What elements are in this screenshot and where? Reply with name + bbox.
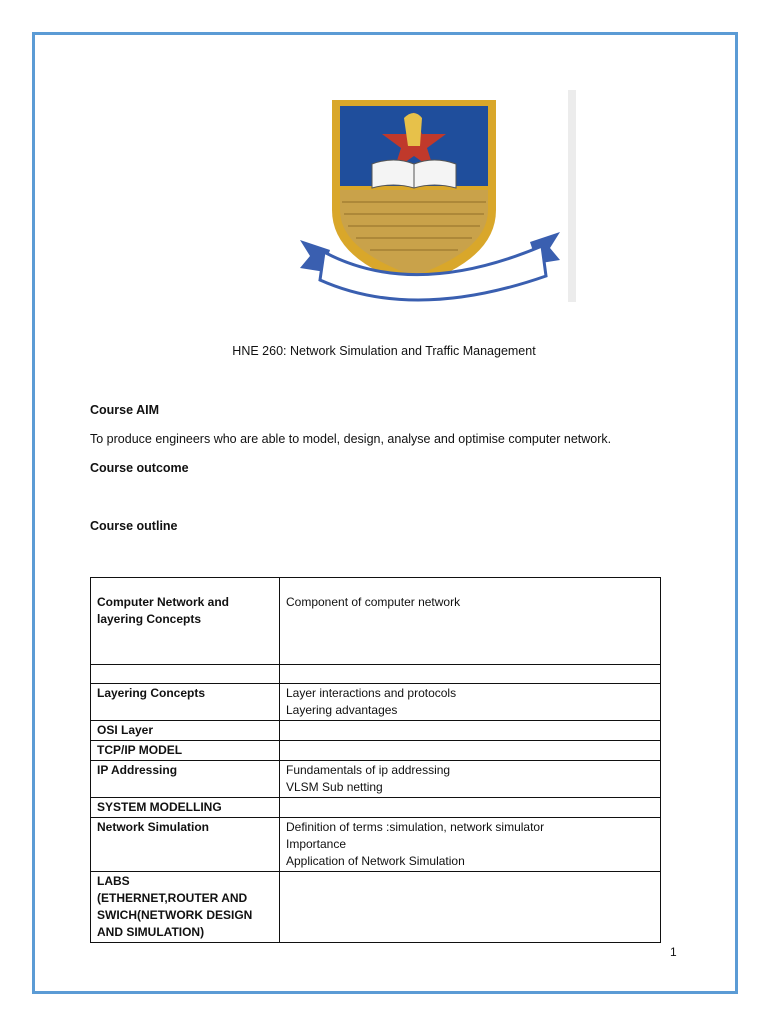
document-title: HNE 260: Network Simulation and Traffic Management (232, 344, 536, 358)
table-row (91, 578, 661, 665)
logo-edge (568, 90, 576, 302)
topic-cell: Layering Concepts (91, 684, 280, 721)
topic-cell: SYSTEM MODELLING (91, 798, 280, 818)
details-cell (280, 741, 661, 761)
details-cell: Layer interactions and protocols Layering advantages (280, 684, 661, 721)
course-outline-table (90, 577, 661, 943)
course-outcome-heading: Course outcome (90, 461, 189, 475)
details-cell (280, 721, 661, 741)
topic-cell: IP Addressing (91, 761, 280, 798)
details-cell (280, 872, 661, 943)
university-crest-icon (290, 90, 570, 304)
details-cell: Fundamentals of ip addressing VLSM Sub netting (280, 761, 661, 798)
course-outline-heading: Course outline (90, 519, 178, 533)
course-aim-text: To produce engineers who are able to model, design, analyse and optimise computer network. (90, 432, 612, 446)
topic-cell: Network Simulation (91, 818, 280, 872)
details-cell (280, 798, 661, 818)
table-row (91, 761, 661, 798)
table-row (91, 818, 661, 872)
details-cell: Definition of terms :simulation, network simulator Importance Application of Network Simulation (280, 818, 661, 872)
topic-cell: LABS (ETHERNET,ROUTER AND SWICH(NETWORK DESIGN AND SIMULATION) (91, 872, 280, 943)
logo (290, 90, 576, 304)
course-aim-heading: Course AIM (90, 403, 159, 417)
table-row (91, 872, 661, 943)
table-row (91, 721, 661, 741)
topic-cell: TCP/IP MODEL (91, 741, 280, 761)
details-cell: Component of computer network (280, 578, 661, 665)
topic-cell: OSI Layer (91, 721, 280, 741)
page-number: 1 (670, 945, 677, 959)
table-row (91, 665, 661, 684)
details-cell (280, 665, 661, 684)
table-row (91, 741, 661, 761)
topic-cell (91, 665, 280, 684)
table-row (91, 798, 661, 818)
table-row (91, 684, 661, 721)
topic-cell: Computer Network and layering Concepts (91, 578, 280, 665)
